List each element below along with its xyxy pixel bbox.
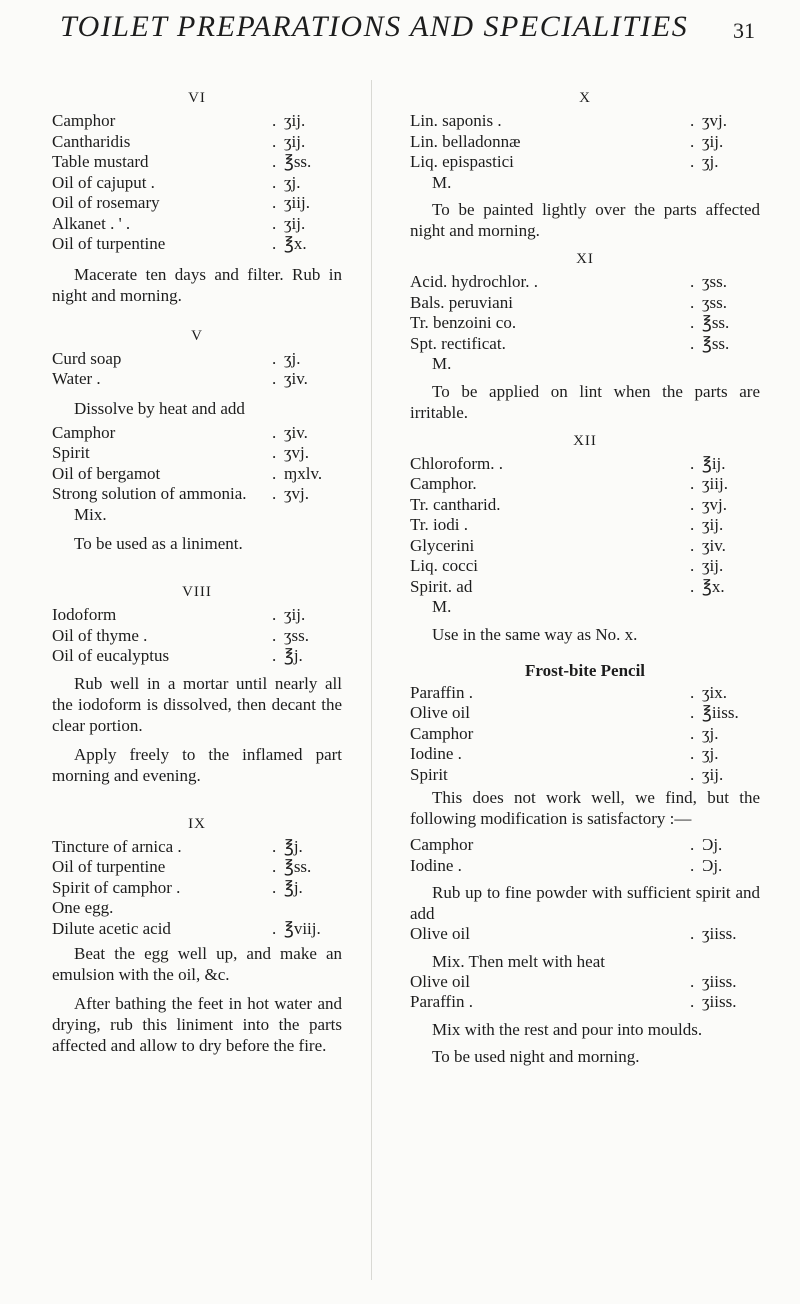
ingredient-qty: . ʒvj. bbox=[284, 484, 342, 505]
ingredient-row bbox=[52, 857, 342, 878]
recipe-numeral: VI bbox=[188, 90, 206, 106]
ingredient-name: Chloroform. . bbox=[410, 453, 504, 473]
ingredient-qty: . ʒij. bbox=[702, 515, 760, 536]
ingredient-name: Oil of thyme . bbox=[52, 625, 148, 645]
recipe-directions: After bathing the feet in hot water and drying, rub this liniment into the parts affected and allow to dry before the fire. bbox=[52, 994, 342, 1055]
ingredient-qty: . ʒiv. bbox=[284, 423, 342, 444]
ingredient-name: Alkanet . ' . bbox=[52, 213, 131, 233]
recipe-viii bbox=[52, 584, 342, 786]
ingredient-qty: . Ɔj. bbox=[702, 835, 760, 856]
ingredient-qty: . ʒvj. bbox=[702, 495, 760, 516]
ingredient-row bbox=[410, 272, 760, 293]
ingredient-qty: . ʒiiss. bbox=[702, 924, 760, 945]
ingredient-row bbox=[410, 293, 760, 314]
mix-note: M. bbox=[432, 354, 452, 373]
mix-note: M. bbox=[432, 172, 452, 192]
recipe-xii bbox=[410, 433, 760, 645]
ingredient-name: Oil of turpentine bbox=[52, 234, 166, 253]
recipe-directions: Macerate ten days and filter. Rub in night and morning. bbox=[52, 264, 342, 305]
ingredient-row bbox=[410, 556, 760, 577]
ingredient-name: Water . bbox=[52, 369, 101, 388]
ingredient-qty: . ℥x. bbox=[702, 577, 760, 598]
ingredient-qty: . ℥j. bbox=[284, 878, 342, 899]
ingredient-name: Camphor bbox=[410, 723, 474, 743]
ingredient-qty: . ʒiiss. bbox=[702, 972, 760, 993]
ingredient-name: Olive oil bbox=[410, 924, 470, 943]
ingredient-row bbox=[52, 464, 342, 485]
ingredient-qty: . ʒiij. bbox=[284, 193, 342, 214]
ingredient-row bbox=[52, 173, 342, 194]
ingredient-name: Paraffin . bbox=[410, 682, 473, 702]
recipe-directions: Use in the same way as No. x. bbox=[432, 624, 638, 644]
ingredient-name: Camphor bbox=[52, 111, 116, 130]
ingredient-row bbox=[52, 878, 342, 899]
recipe-xi bbox=[410, 251, 760, 423]
ingredient-qty: . ʒij. bbox=[284, 111, 342, 132]
ingredient-name: Camphor bbox=[410, 835, 474, 854]
ingredient-name: Iodine . bbox=[410, 744, 462, 763]
ingredient-row bbox=[52, 193, 342, 214]
ingredient-row bbox=[410, 474, 760, 495]
ingredient-row bbox=[410, 683, 760, 704]
ingredient-qty: . ʒss. bbox=[702, 272, 760, 293]
ingredient-row bbox=[410, 765, 760, 786]
recipe-directions: Apply freely to the inflamed part morning and evening. bbox=[52, 744, 342, 785]
ingredient-name: Tr. benzoini co. bbox=[410, 313, 517, 332]
recipe-directions: To be painted lightly over the parts affected night and morning. bbox=[410, 200, 760, 240]
ingredient-row bbox=[52, 919, 342, 940]
ingredient-name: Iodine . bbox=[410, 855, 462, 875]
ingredient-row bbox=[52, 646, 342, 667]
ingredient-qty: . ℥j. bbox=[284, 837, 342, 858]
ingredient-name: Oil of rosemary bbox=[52, 193, 160, 212]
ingredient-qty: . ʒj. bbox=[702, 724, 760, 745]
ingredient-row bbox=[52, 132, 342, 153]
ingredient-qty: . ʒij. bbox=[702, 765, 760, 786]
recipe-numeral: IX bbox=[188, 815, 206, 832]
ingredient-row bbox=[410, 536, 760, 557]
ingredient-name: Curd soap bbox=[52, 348, 122, 368]
ingredient-row bbox=[52, 484, 342, 505]
recipe-instruction: Mix with the rest and pour into moulds. bbox=[432, 1019, 703, 1039]
ingredient-row bbox=[52, 152, 342, 173]
ingredient-qty: . ʒij. bbox=[284, 132, 342, 153]
ingredient-name: Iodoform bbox=[52, 605, 117, 624]
ingredient-qty: . ʒix. bbox=[702, 683, 760, 704]
ingredient-name: Table mustard bbox=[52, 152, 149, 171]
ingredient-row bbox=[410, 334, 760, 355]
ingredient-name: Oil of cajuput . bbox=[52, 172, 155, 192]
ingredient-row bbox=[410, 835, 760, 856]
ingredient-row bbox=[410, 495, 760, 516]
ingredient-qty: . ʒij. bbox=[702, 132, 760, 153]
ingredient-name: One egg. bbox=[52, 898, 114, 917]
ingredient-row bbox=[52, 837, 342, 858]
recipe-directions: To be applied on lint when the parts are irritable. bbox=[410, 381, 760, 422]
ingredient-row bbox=[410, 856, 760, 877]
ingredient-row bbox=[52, 443, 342, 464]
ingredient-row bbox=[52, 349, 342, 370]
ingredient-row bbox=[52, 234, 342, 255]
ingredient-qty: . ʒj. bbox=[702, 152, 760, 173]
ingredient-row bbox=[410, 972, 760, 993]
ingredient-name: Bals. peruviani bbox=[410, 292, 513, 312]
recipe-instruction: Dissolve by heat and add bbox=[74, 398, 245, 418]
ingredient-row bbox=[410, 111, 760, 132]
ingredient-name: Strong solution of ammonia. bbox=[52, 484, 247, 503]
ingredient-row bbox=[410, 924, 760, 945]
recipe-instruction: Mix. Then melt with heat bbox=[432, 951, 605, 971]
ingredient-qty: . ℥ss. bbox=[284, 152, 342, 173]
ingredient-qty: . ℥ij. bbox=[702, 454, 760, 475]
ingredient-name: Liq. epispastici bbox=[410, 152, 514, 171]
ingredient-qty: . ʒvj. bbox=[702, 111, 760, 132]
ingredient-row bbox=[52, 214, 342, 235]
ingredient-row bbox=[410, 454, 760, 475]
column-divider bbox=[371, 80, 372, 1280]
ingredient-qty: . ʒiv. bbox=[702, 536, 760, 557]
ingredient-name: Glycerini bbox=[410, 535, 475, 555]
recipe-note: This does not work well, we find, but the following modification is satisfactory :— bbox=[410, 788, 760, 828]
ingredient-qty: . ʒiv. bbox=[284, 369, 342, 390]
ingredient-name: Oil of turpentine bbox=[52, 857, 166, 876]
ingredient-qty: . ʒiiss. bbox=[702, 992, 760, 1013]
ingredient-name: Spirit of camphor . bbox=[52, 877, 181, 897]
page-header bbox=[60, 10, 755, 50]
ingredient-row bbox=[52, 898, 342, 919]
ingredient-name: Tr. cantharid. bbox=[410, 494, 501, 514]
ingredient-qty: . ʒj. bbox=[284, 173, 342, 194]
ingredient-qty: . ℥ss. bbox=[284, 857, 342, 878]
ingredient-name: Oil of eucalyptus bbox=[52, 646, 170, 665]
recipe-numeral: V bbox=[191, 327, 203, 344]
ingredient-row bbox=[410, 515, 760, 536]
recipe-directions: To be used as a liniment. bbox=[74, 534, 243, 553]
ingredient-name: Camphor bbox=[52, 422, 116, 442]
ingredient-row bbox=[52, 605, 342, 626]
ingredient-qty: . ʒiij. bbox=[702, 474, 760, 495]
page-number: 31 bbox=[733, 18, 755, 43]
mix-note: Mix. bbox=[74, 504, 107, 524]
ingredient-row bbox=[52, 369, 342, 390]
ingredient-name: Olive oil bbox=[410, 703, 470, 722]
ingredient-qty: . ℥ss. bbox=[702, 334, 760, 355]
ingredient-name: Tr. iodi . bbox=[410, 515, 468, 534]
ingredient-row bbox=[410, 724, 760, 745]
mix-note: M. bbox=[432, 597, 452, 616]
recipe-numeral: XII bbox=[573, 432, 597, 449]
ingredient-name: Camphor. bbox=[410, 474, 477, 493]
recipe-numeral: X bbox=[579, 90, 591, 106]
ingredient-name: Cantharidis bbox=[52, 131, 131, 151]
recipe-numeral: VIII bbox=[182, 584, 212, 600]
ingredient-row bbox=[52, 111, 342, 132]
ingredient-qty: . ʒij. bbox=[284, 605, 342, 626]
recipe-v bbox=[52, 328, 342, 555]
ingredient-name: Tincture of arnica . bbox=[52, 836, 182, 856]
recipe-directions: Rub well in a mortar until nearly all the iodoform is dissolved, then decant the clear portion. bbox=[52, 673, 342, 735]
left-column bbox=[52, 90, 342, 1056]
recipe-title: Frost-bite Pencil bbox=[524, 660, 646, 680]
ingredient-row bbox=[410, 132, 760, 153]
right-column bbox=[410, 90, 760, 1067]
recipe-ix bbox=[52, 816, 342, 1057]
ingredient-name: Spirit. ad bbox=[410, 576, 473, 596]
ingredient-qty: . ʒvj. bbox=[284, 443, 342, 464]
recipe-vi bbox=[52, 90, 342, 306]
ingredient-row bbox=[52, 626, 342, 647]
recipe-directions: Beat the egg well up, and make an emulsion with the oil, &c. bbox=[52, 944, 342, 984]
running-title: TOILET PREPARATIONS AND SPECIALITIES bbox=[60, 10, 689, 43]
ingredient-row bbox=[410, 313, 760, 334]
ingredient-name: Spirit bbox=[410, 764, 448, 784]
ingredient-name: Spirit bbox=[52, 443, 90, 462]
recipe-numeral: XI bbox=[576, 251, 594, 267]
ingredient-row bbox=[410, 744, 760, 765]
ingredient-name: Paraffin . bbox=[410, 992, 473, 1011]
ingredient-qty: . ℥j. bbox=[284, 646, 342, 667]
ingredient-name: Liq. cocci bbox=[410, 556, 478, 575]
ingredient-qty: . ʒss. bbox=[702, 293, 760, 314]
ingredient-row bbox=[410, 992, 760, 1013]
ingredient-qty: . ℥iiss. bbox=[702, 703, 760, 724]
ingredient-qty: . ʒj. bbox=[284, 349, 342, 370]
ingredient-row bbox=[410, 703, 760, 724]
ingredient-qty: . ʒij. bbox=[702, 556, 760, 577]
ingredient-name: Acid. hydrochlor. . bbox=[410, 272, 538, 291]
ingredient-row bbox=[410, 152, 760, 173]
recipe-frost-bite-pencil bbox=[410, 661, 760, 1067]
ingredient-qty: . ɱxlv. bbox=[284, 464, 342, 485]
recipe-directions: To be used night and morning. bbox=[432, 1046, 640, 1066]
recipe-instruction: Rub up to fine powder with sufficient spirit and add bbox=[410, 883, 760, 923]
ingredient-name: Oil of bergamot bbox=[52, 463, 161, 483]
ingredient-qty: . ʒij. bbox=[284, 214, 342, 235]
ingredient-qty: . Ɔj. bbox=[702, 856, 760, 877]
ingredient-name: Dilute acetic acid bbox=[52, 918, 171, 938]
recipe-x bbox=[410, 90, 760, 241]
ingredient-name: Spt. rectificat. bbox=[410, 333, 506, 353]
ingredient-qty: . ʒss. bbox=[284, 626, 342, 647]
ingredient-row bbox=[410, 577, 760, 598]
ingredient-qty: . ʒj. bbox=[702, 744, 760, 765]
ingredient-qty: . ℥ss. bbox=[702, 313, 760, 334]
ingredient-qty: . ℥x. bbox=[284, 234, 342, 255]
ingredient-row bbox=[52, 423, 342, 444]
ingredient-name: Lin. belladonnæ bbox=[410, 131, 521, 151]
ingredient-name: Olive oil bbox=[410, 971, 470, 991]
ingredient-name: Lin. saponis . bbox=[410, 111, 502, 130]
ingredient-qty: . ℥viij. bbox=[284, 919, 342, 940]
